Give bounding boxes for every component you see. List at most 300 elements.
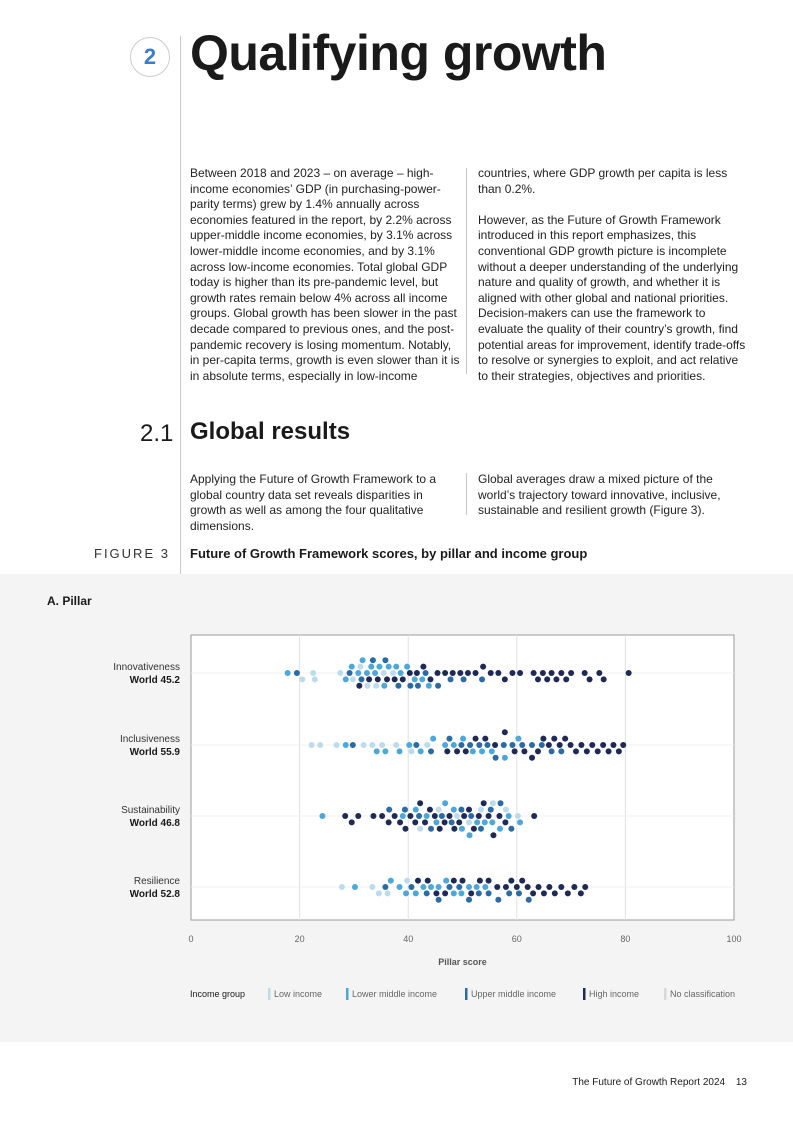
- data-point-high: [568, 670, 574, 676]
- data-point-high: [601, 676, 607, 682]
- data-point-upper_middle: [478, 826, 484, 832]
- x-tick-label: 80: [620, 934, 631, 944]
- pillar-name: Inclusiveness: [119, 734, 180, 745]
- data-point-high: [473, 670, 479, 676]
- data-point-high: [589, 742, 595, 748]
- data-point-high: [482, 736, 488, 742]
- data-point-lower_middle: [489, 748, 495, 754]
- data-point-lower_middle: [418, 748, 424, 754]
- data-point-high: [444, 748, 450, 754]
- data-point-high: [578, 890, 584, 896]
- legend-swatch-low: [268, 988, 271, 1000]
- data-point-upper_middle: [519, 742, 525, 748]
- data-point-lower_middle: [368, 664, 374, 670]
- data-point-lower_middle: [355, 670, 361, 676]
- data-point-upper_middle: [436, 897, 442, 903]
- data-point-upper_middle: [467, 742, 473, 748]
- data-point-upper_middle: [549, 748, 555, 754]
- data-point-upper_middle: [488, 807, 494, 813]
- data-point-high: [342, 813, 348, 819]
- data-point-upper_middle: [466, 897, 472, 903]
- data-point-lower_middle: [393, 664, 399, 670]
- data-point-high: [508, 878, 514, 884]
- data-point-high: [565, 890, 571, 896]
- data-point-low: [404, 878, 410, 884]
- data-point-low: [393, 742, 399, 748]
- legend-swatch-lower_middle: [346, 988, 349, 1000]
- data-point-lower_middle: [397, 748, 403, 754]
- data-point-lower_middle: [430, 736, 436, 742]
- data-point-lower_middle: [433, 819, 439, 825]
- data-point-lower_middle: [497, 826, 503, 832]
- data-point-high: [488, 670, 494, 676]
- data-point-upper_middle: [506, 890, 512, 896]
- data-point-low: [424, 742, 430, 748]
- data-point-high: [578, 742, 584, 748]
- data-point-lower_middle: [404, 664, 410, 670]
- data-point-upper_middle: [424, 890, 430, 896]
- data-point-high: [397, 819, 403, 825]
- data-point-lower_middle: [382, 748, 388, 754]
- data-point-low: [310, 670, 316, 676]
- data-point-low: [369, 742, 375, 748]
- data-point-low: [515, 813, 521, 819]
- section-column-2: [478, 472, 750, 519]
- data-point-upper_middle: [448, 676, 454, 682]
- legend-label-low: Low income: [274, 989, 323, 999]
- data-point-lower_middle: [467, 832, 473, 838]
- data-point-high: [610, 742, 616, 748]
- data-point-low: [408, 748, 414, 754]
- data-point-lower_middle: [400, 813, 406, 819]
- data-point-high: [420, 664, 426, 670]
- data-point-high: [557, 742, 563, 748]
- legend-label-none: No classification: [670, 989, 736, 999]
- data-point-high: [562, 736, 568, 742]
- data-point-lower_middle: [482, 884, 488, 890]
- data-point-upper_middle: [508, 826, 514, 832]
- chapter-title: Qualifying growth: [190, 25, 607, 81]
- data-point-upper_middle: [382, 657, 388, 663]
- data-point-lower_middle: [285, 670, 291, 676]
- data-point-high: [407, 813, 413, 819]
- figure-label: FIGURE 3: [94, 546, 170, 561]
- data-point-upper_middle: [439, 813, 445, 819]
- data-point-lower_middle: [420, 884, 426, 890]
- data-point-high: [477, 878, 483, 884]
- data-point-lower_middle: [352, 884, 358, 890]
- data-point-lower_middle: [466, 884, 472, 890]
- data-point-lower_middle: [474, 884, 480, 890]
- data-point-high: [521, 748, 527, 754]
- data-point-lower_middle: [474, 819, 480, 825]
- data-point-upper_middle: [428, 748, 434, 754]
- data-point-high: [460, 878, 466, 884]
- data-point-high: [509, 670, 515, 676]
- intro-column-2: [478, 166, 750, 384]
- data-point-lower_middle: [374, 748, 380, 754]
- pillar-name: Innovativeness: [113, 662, 180, 673]
- data-point-high: [461, 813, 467, 819]
- pillar-name: Resilience: [133, 876, 180, 887]
- data-point-upper_middle: [386, 807, 392, 813]
- x-tick-label: 0: [188, 934, 194, 944]
- data-point-high: [480, 664, 486, 670]
- data-point-lower_middle: [376, 664, 382, 670]
- data-point-high: [442, 670, 448, 676]
- data-point-upper_middle: [501, 742, 507, 748]
- data-point-high: [437, 826, 443, 832]
- data-point-high: [412, 819, 418, 825]
- data-point-high: [417, 800, 423, 806]
- data-point-high: [392, 813, 398, 819]
- data-point-upper_middle: [449, 819, 455, 825]
- x-tick-label: 40: [403, 934, 414, 944]
- data-point-low: [390, 670, 396, 676]
- data-point-lower_middle: [489, 819, 495, 825]
- data-point-high: [587, 676, 593, 682]
- data-point-high: [536, 884, 542, 890]
- data-point-high: [492, 742, 498, 748]
- data-point-high: [379, 813, 385, 819]
- data-point-low: [317, 742, 323, 748]
- data-point-high: [530, 890, 536, 896]
- data-point-lower_middle: [360, 657, 366, 663]
- data-point-high: [502, 729, 508, 735]
- data-point-high: [620, 742, 626, 748]
- data-point-high: [549, 670, 555, 676]
- data-point-high: [349, 819, 355, 825]
- data-point-high: [366, 676, 372, 682]
- data-point-high: [582, 670, 588, 676]
- data-point-high: [544, 676, 550, 682]
- data-point-high: [496, 813, 502, 819]
- data-point-low: [334, 742, 340, 748]
- data-point-high: [442, 819, 448, 825]
- data-point-high: [435, 670, 441, 676]
- data-point-high: [457, 670, 463, 676]
- data-point-high: [531, 813, 537, 819]
- data-point-high: [514, 884, 520, 890]
- data-point-lower_middle: [319, 813, 325, 819]
- data-point-high: [494, 884, 500, 890]
- data-point-high: [486, 878, 492, 884]
- data-point-upper_middle: [402, 807, 408, 813]
- data-point-low: [337, 670, 343, 676]
- data-point-high: [427, 807, 433, 813]
- data-point-upper_middle: [423, 670, 429, 676]
- data-point-lower_middle: [386, 664, 392, 670]
- data-point-high: [616, 748, 622, 754]
- data-point-upper_middle: [476, 742, 482, 748]
- data-point-lower_middle: [451, 807, 457, 813]
- data-point-lower_middle: [470, 748, 476, 754]
- data-point-upper_middle: [461, 676, 467, 682]
- page-footer: [572, 1077, 747, 1088]
- data-point-upper_middle: [413, 742, 419, 748]
- data-point-high: [546, 884, 552, 890]
- data-point-upper_middle: [416, 813, 422, 819]
- data-point-low: [309, 742, 315, 748]
- data-point-low: [417, 826, 423, 832]
- data-point-upper_middle: [446, 736, 452, 742]
- data-point-upper_middle: [526, 897, 532, 903]
- data-point-high: [541, 890, 547, 896]
- data-point-upper_middle: [382, 884, 388, 890]
- data-point-lower_middle: [428, 884, 434, 890]
- data-point-high: [414, 670, 420, 676]
- section-column-1: [190, 472, 462, 534]
- data-point-lower_middle: [506, 813, 512, 819]
- data-point-high: [626, 670, 632, 676]
- data-point-high: [456, 819, 462, 825]
- data-point-high: [402, 826, 408, 832]
- data-point-upper_middle: [458, 742, 464, 748]
- data-point-lower_middle: [388, 878, 394, 884]
- data-point-high: [466, 807, 472, 813]
- data-point-high: [432, 813, 438, 819]
- data-point-high: [454, 748, 460, 754]
- data-point-lower_middle: [460, 736, 466, 742]
- pillar-world-score: World 52.8: [129, 889, 180, 900]
- data-point-upper_middle: [516, 890, 522, 896]
- data-point-lower_middle: [443, 878, 449, 884]
- data-point-upper_middle: [486, 890, 492, 896]
- data-point-high: [573, 748, 579, 754]
- data-point-low: [490, 800, 496, 806]
- data-point-lower_middle: [398, 670, 404, 676]
- data-point-lower_middle: [343, 742, 349, 748]
- data-point-lower_middle: [436, 884, 442, 890]
- data-point-high: [519, 878, 525, 884]
- section-paragraph-2: Global averages draw a mixed picture of the world’s trajectory toward innovative, inclusive, sustainable and resilient growth (Figure 3).: [478, 472, 721, 518]
- data-point-lower_middle: [419, 676, 425, 682]
- data-point-high: [386, 819, 392, 825]
- data-point-upper_middle: [395, 683, 401, 689]
- data-point-low: [381, 670, 387, 676]
- data-point-high: [584, 748, 590, 754]
- data-point-high: [400, 676, 406, 682]
- data-point-high: [502, 819, 508, 825]
- data-point-high: [596, 670, 602, 676]
- data-point-low: [454, 813, 460, 819]
- data-point-upper_middle: [529, 742, 535, 748]
- legend-label-upper_middle: Upper middle income: [471, 989, 557, 999]
- data-point-high: [600, 742, 606, 748]
- data-point-high: [473, 736, 479, 742]
- pillar-world-score: World 55.9: [129, 747, 180, 758]
- data-point-high: [540, 736, 546, 742]
- data-point-lower_middle: [517, 819, 523, 825]
- data-point-lower_middle: [412, 676, 418, 682]
- data-point-upper_middle: [435, 683, 441, 689]
- data-point-low: [466, 819, 472, 825]
- x-axis-label: Pillar score: [438, 957, 487, 967]
- data-point-high: [471, 826, 477, 832]
- data-point-lower_middle: [406, 742, 412, 748]
- data-point-high: [465, 670, 471, 676]
- intro-paragraph-3: However, as the Future of Growth Framework introduced in this report emphasizes, this conventional GDP growth picture is incomplete without a deeper understanding of the underlying nature and quality of growth, and whether it is aligned with other global and national priorities. Decision-makers can use the framework to evaluate the quality of their country’s growth, find potential areas for improvement, identify trade-offs to resolve or synergies to exploit, and act relative to their strategies, objectives and priorities.: [478, 212, 746, 383]
- data-point-high: [582, 884, 588, 890]
- data-point-lower_middle: [442, 742, 448, 748]
- data-point-lower_middle: [451, 742, 457, 748]
- data-point-low: [312, 676, 318, 682]
- data-point-high: [503, 884, 509, 890]
- data-point-lower_middle: [372, 670, 378, 676]
- data-point-upper_middle: [428, 826, 434, 832]
- data-point-high: [476, 813, 482, 819]
- data-point-high: [595, 748, 601, 754]
- data-point-high: [451, 826, 457, 832]
- pillar-world-score: World 46.8: [129, 818, 180, 829]
- data-point-lower_middle: [403, 890, 409, 896]
- data-point-upper_middle: [446, 884, 452, 890]
- data-point-high: [427, 676, 433, 682]
- data-point-upper_middle: [415, 683, 421, 689]
- data-point-low: [478, 807, 484, 813]
- data-point-upper_middle: [479, 676, 485, 682]
- legend-swatch-high: [583, 988, 586, 1000]
- data-point-high: [370, 813, 376, 819]
- beeswarm-chart: [0, 620, 793, 1020]
- data-point-upper_middle: [476, 890, 482, 896]
- data-point-low: [299, 676, 305, 682]
- data-point-upper_middle: [498, 800, 504, 806]
- data-point-upper_middle: [539, 742, 545, 748]
- data-point-high: [517, 670, 523, 676]
- data-point-high: [525, 884, 531, 890]
- data-point-upper_middle: [558, 748, 564, 754]
- data-point-high: [451, 878, 457, 884]
- data-point-lower_middle: [458, 890, 464, 896]
- data-point-upper_middle: [347, 670, 353, 676]
- data-point-lower_middle: [364, 670, 370, 676]
- data-point-low: [361, 742, 367, 748]
- data-point-high: [502, 676, 508, 682]
- data-point-high: [571, 884, 577, 890]
- intro-column-1: [190, 166, 462, 384]
- section-title: Global results: [190, 418, 351, 445]
- data-point-high: [558, 670, 564, 676]
- data-point-low: [339, 884, 345, 890]
- data-point-high: [495, 670, 501, 676]
- data-point-upper_middle: [484, 742, 490, 748]
- data-point-low: [357, 664, 363, 670]
- data-point-high: [568, 742, 574, 748]
- x-tick-label: 100: [726, 934, 742, 944]
- data-point-upper_middle: [359, 676, 365, 682]
- data-point-high: [468, 890, 474, 896]
- data-point-high: [433, 890, 439, 896]
- data-point-upper_middle: [495, 897, 501, 903]
- figure-title: Future of Growth Framework scores, by pillar and income group: [190, 546, 588, 561]
- data-point-low: [385, 890, 391, 896]
- data-point-high: [512, 748, 518, 754]
- data-point-lower_middle: [397, 884, 403, 890]
- data-point-high: [606, 748, 612, 754]
- data-point-upper_middle: [509, 742, 515, 748]
- data-point-high: [415, 878, 421, 884]
- column-separator: [466, 168, 467, 374]
- data-point-lower_middle: [424, 813, 430, 819]
- data-point-high: [422, 819, 428, 825]
- data-point-low: [369, 884, 375, 890]
- data-point-upper_middle: [407, 683, 413, 689]
- chapter-number-badge: 2: [130, 37, 170, 77]
- pillar-name: Sustainability: [121, 805, 180, 816]
- data-point-lower_middle: [413, 807, 419, 813]
- data-point-lower_middle: [515, 736, 521, 742]
- data-point-high: [486, 813, 492, 819]
- data-point-lower_middle: [451, 890, 457, 896]
- data-point-high: [450, 670, 456, 676]
- data-point-low: [376, 890, 382, 896]
- data-point-high: [442, 890, 448, 896]
- footer-report-title: The Future of Growth Report 2024: [572, 1077, 726, 1088]
- data-point-lower_middle: [426, 683, 432, 689]
- data-point-high: [356, 683, 362, 689]
- section-paragraph-1: Applying the Future of Growth Framework to a global country data set reveals disparities in growth as well as among the four qualitative dimensions.: [190, 472, 437, 533]
- data-point-upper_middle: [456, 884, 462, 890]
- data-point-lower_middle: [502, 755, 508, 761]
- data-point-high: [531, 670, 537, 676]
- data-point-high: [463, 748, 469, 754]
- data-point-lower_middle: [482, 819, 488, 825]
- left-rule: [180, 36, 181, 576]
- data-point-lower_middle: [343, 676, 349, 682]
- data-point-high: [540, 670, 546, 676]
- data-point-high: [355, 813, 361, 819]
- data-point-high: [558, 884, 564, 890]
- data-point-lower_middle: [413, 890, 419, 896]
- panel-title: A. Pillar: [47, 594, 92, 608]
- data-point-low: [436, 807, 442, 813]
- data-point-high: [384, 676, 390, 682]
- data-point-upper_middle: [468, 813, 474, 819]
- page-number: 13: [735, 1077, 747, 1088]
- legend-label-lower_middle: Lower middle income: [352, 989, 438, 999]
- data-point-high: [553, 676, 559, 682]
- x-tick-label: 20: [294, 934, 305, 944]
- data-point-high: [490, 832, 496, 838]
- data-point-lower_middle: [442, 800, 448, 806]
- data-point-high: [546, 742, 552, 748]
- intro-paragraph-2: countries, where GDP growth per capita is less than 0.2%.: [478, 166, 728, 196]
- data-point-low: [350, 676, 356, 682]
- data-point-high: [407, 670, 413, 676]
- data-point-low: [373, 683, 379, 689]
- section-number: 2.1: [140, 420, 174, 447]
- data-point-lower_middle: [349, 664, 355, 670]
- data-point-high: [535, 676, 541, 682]
- data-point-high: [425, 878, 431, 884]
- data-point-lower_middle: [381, 683, 387, 689]
- legend-swatch-none: [664, 988, 667, 1000]
- data-point-upper_middle: [370, 657, 376, 663]
- pillar-world-score: World 45.2: [129, 675, 180, 686]
- data-point-lower_middle: [479, 748, 485, 754]
- data-point-upper_middle: [294, 670, 300, 676]
- data-point-upper_middle: [493, 755, 499, 761]
- data-point-high: [392, 676, 398, 682]
- data-point-upper_middle: [458, 807, 464, 813]
- legend-label-high: High income: [589, 989, 640, 999]
- data-point-high: [446, 813, 452, 819]
- data-point-upper_middle: [408, 884, 414, 890]
- section-column-separator: [466, 473, 467, 515]
- data-point-high: [563, 676, 569, 682]
- data-point-high: [481, 800, 487, 806]
